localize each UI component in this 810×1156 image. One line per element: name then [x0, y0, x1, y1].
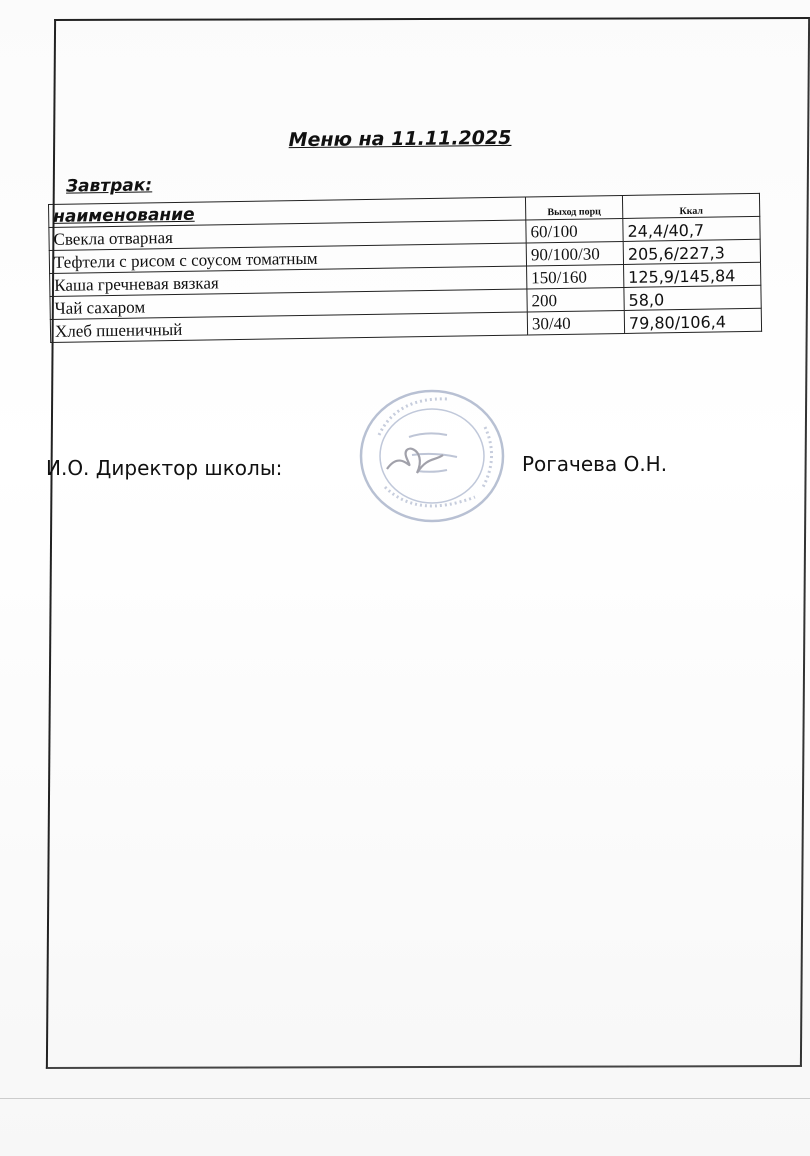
- dish-output: 200: [527, 287, 624, 312]
- stamp-outer-ring: [361, 391, 503, 521]
- dish-name: Каша гречневая вязкая: [50, 266, 527, 296]
- column-header-name: наименование: [49, 197, 526, 227]
- signatory-name: Рогачева О.Н.: [522, 452, 668, 476]
- dish-name: Хлеб пшеничный: [50, 312, 527, 342]
- stamp-center-text: [409, 433, 447, 437]
- dish-kcal: 125,9/145,84: [624, 262, 761, 287]
- handwritten-signature: [387, 449, 443, 473]
- dish-output: 60/100: [526, 218, 623, 243]
- menu-table: [48, 193, 762, 343]
- dish-name: Свекла отварная: [49, 220, 526, 250]
- dish-kcal: 24,4/40,7: [623, 216, 760, 241]
- school-stamp-seal: [357, 387, 507, 525]
- dish-output: 150/160: [527, 264, 624, 289]
- dish-kcal: 205,6/227,3: [623, 239, 760, 264]
- meal-section-heading: Завтрак:: [65, 175, 153, 197]
- stamp-inner-ring: [380, 409, 484, 503]
- dish-name: Тефтели с рисом с соусом томатным: [49, 243, 526, 273]
- signatory-role: И.О. Директор школы:: [46, 456, 283, 480]
- column-header-output: Выход порц: [525, 195, 622, 220]
- page-border: [46, 17, 810, 1069]
- dish-output: 90/100/30: [526, 241, 623, 266]
- stamp-center-text: [417, 470, 447, 472]
- dish-name: Чай сахаром: [50, 289, 527, 319]
- page-title: Меню на 11.11.2025: [288, 126, 512, 152]
- dish-output: 30/40: [527, 310, 624, 335]
- page-edge-line: [0, 1098, 810, 1099]
- dish-kcal: 79,80/106,4: [624, 308, 761, 333]
- column-header-kcal: Ккал: [622, 193, 759, 218]
- dish-kcal: 58,0: [624, 285, 761, 310]
